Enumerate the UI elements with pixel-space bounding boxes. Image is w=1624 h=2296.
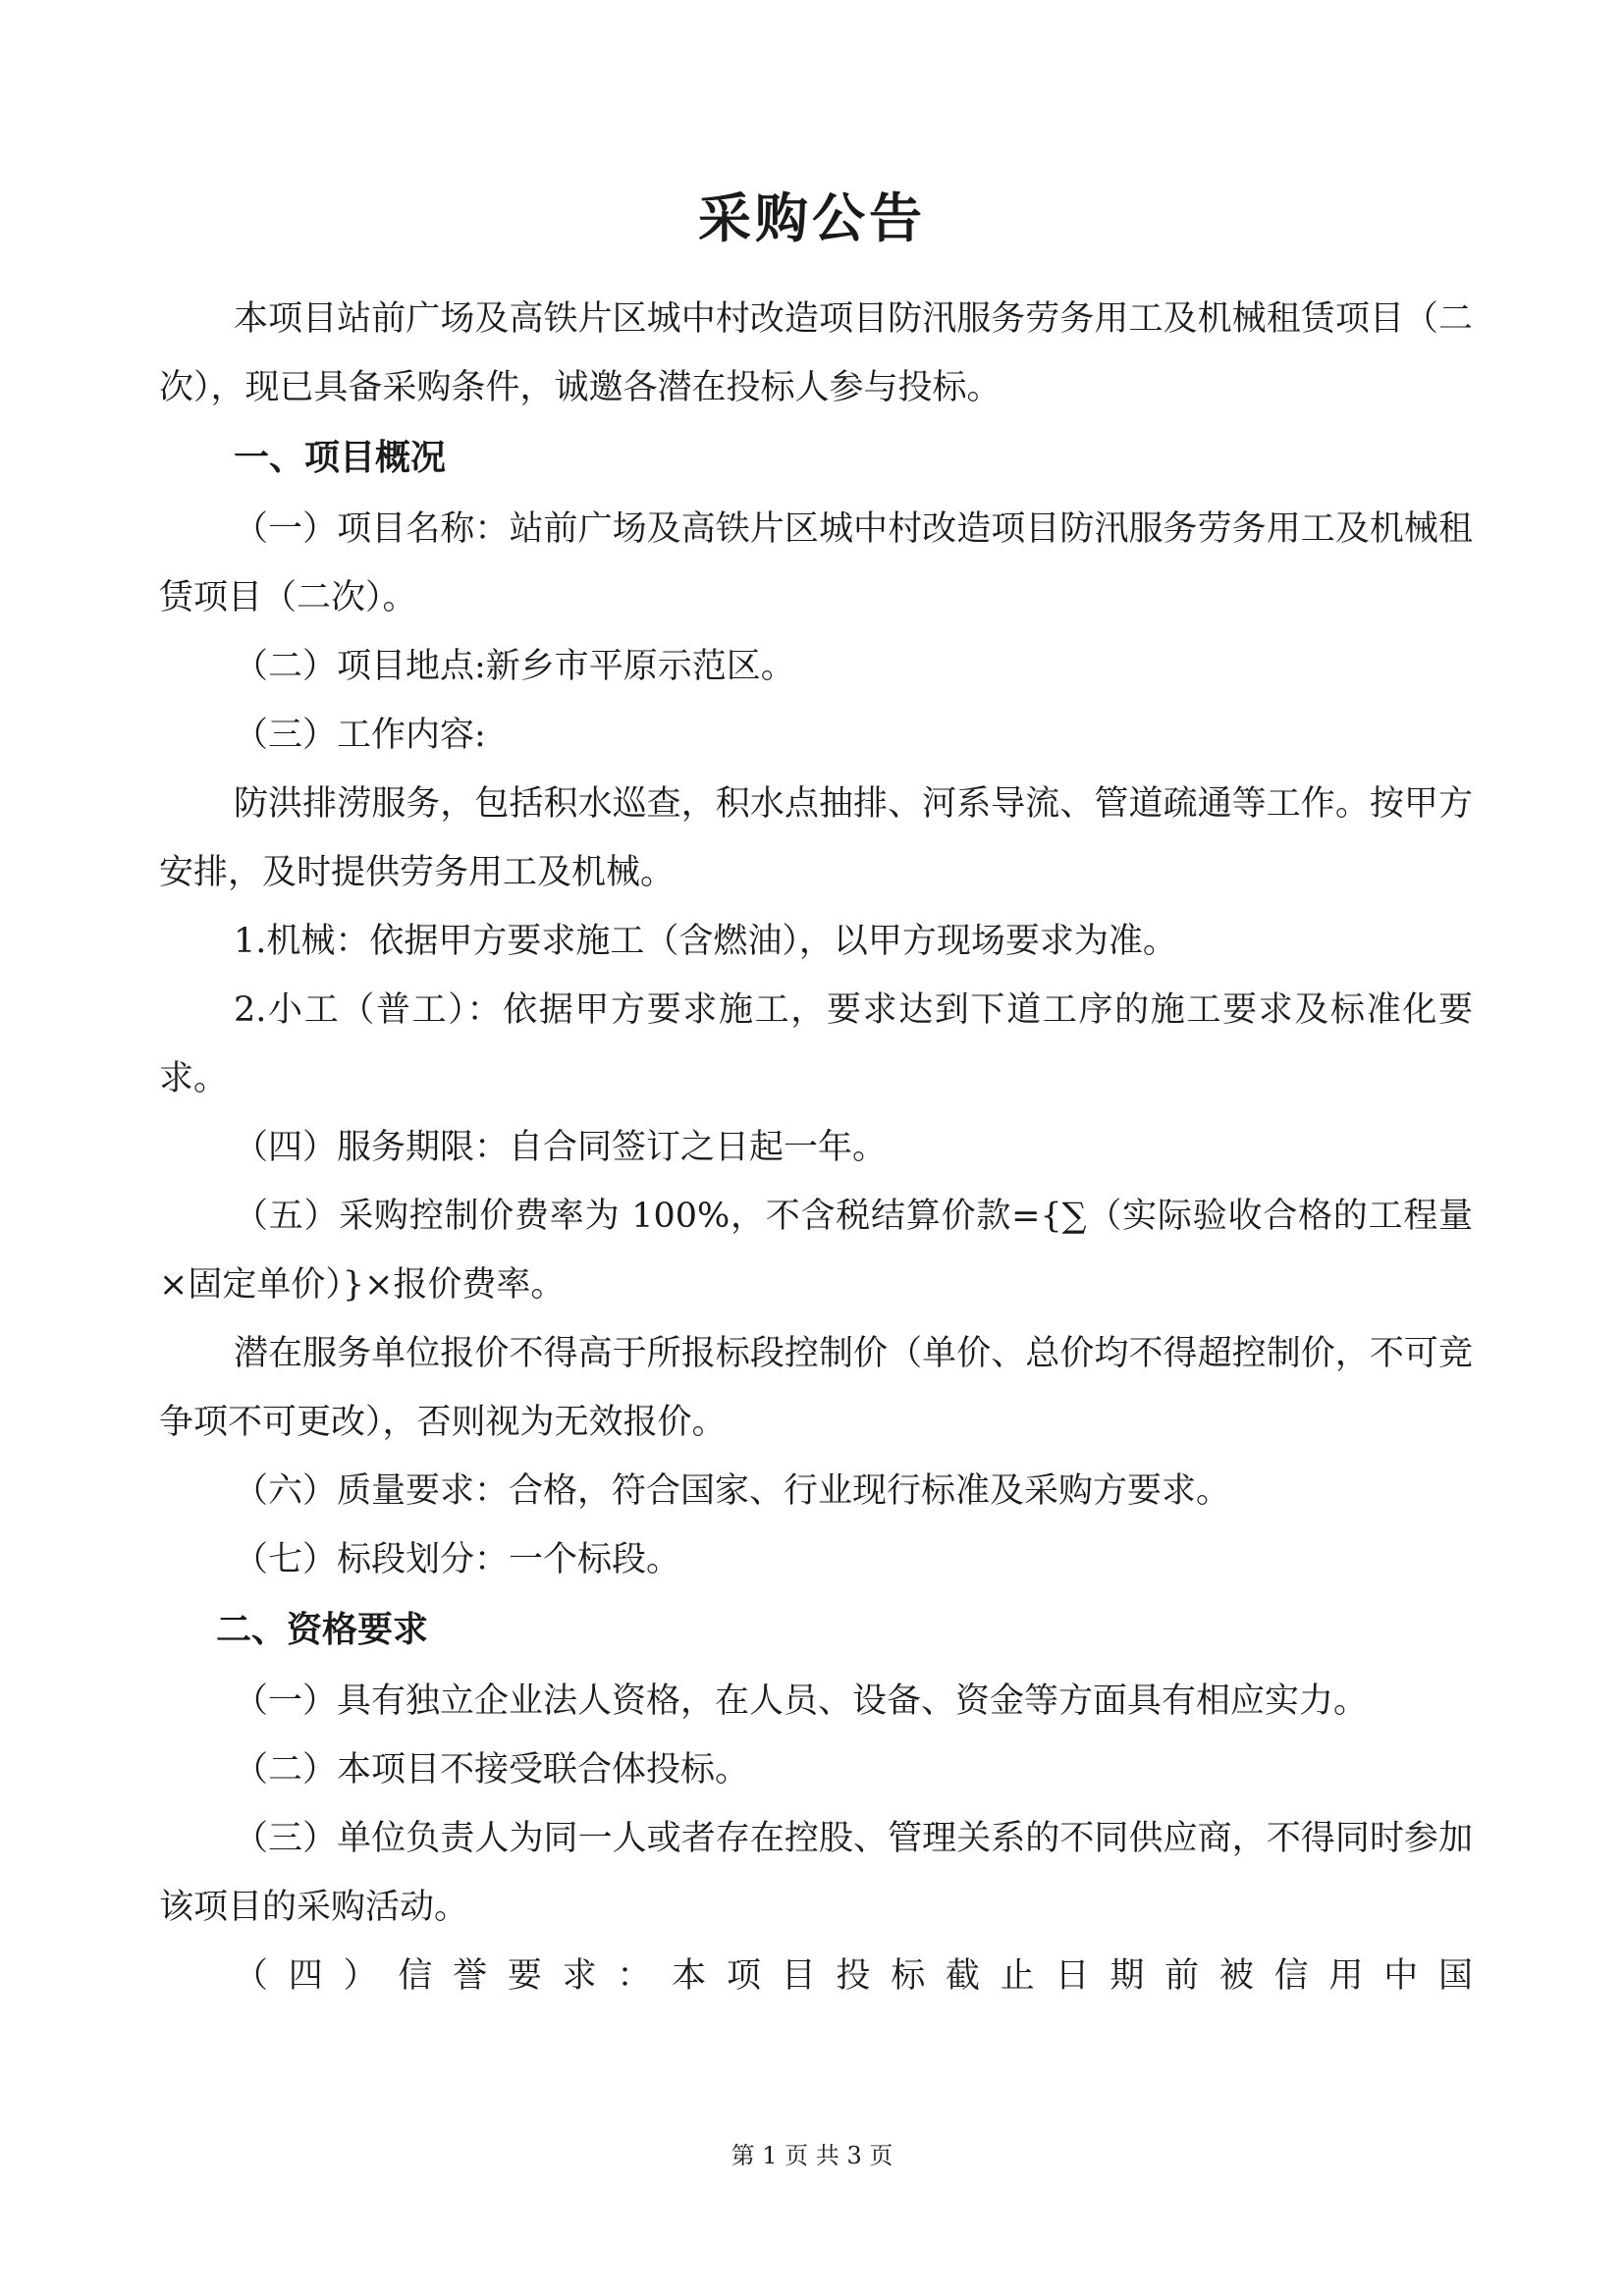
service-term-paragraph: （四）服务期限：自合同签订之日起一年。 — [234, 1128, 888, 1167]
requirement-4: （四）信誉要求：本项目投标截止日期前被信用中国 — [234, 1956, 1473, 1996]
price-note-paragraph: 潜在服务单位报价不得高于所报标段控制价（单价、总价均不得超控制价，不可竞争项不可更改），否则视为无效报价。 — [159, 1334, 1473, 1442]
section-heading-overview: 一、项目概况 — [234, 438, 447, 478]
intro-paragraph: 本项目站前广场及高铁片区城中村改造项目防汛服务劳务用工及机械租赁项目（二次），现已具备采购条件，诚邀各潜在投标人参与投标。 — [159, 299, 1473, 407]
requirement-1: （一）具有独立企业法人资格，在人员、设备、资金等方面具有相应实力。 — [234, 1682, 1369, 1721]
labor-item: 2.小工（普工）：依据甲方要求施工，要求达到下道工序的施工要求及标准化要求。 — [159, 990, 1473, 1098]
document-body — [159, 285, 1473, 2010]
machinery-item: 1.机械：依据甲方要求施工（含燃油），以甲方现场要求为准。 — [234, 922, 1177, 961]
section-heading-qualification: 二、资格要求 — [216, 1610, 429, 1650]
work-content-paragraph: 防洪排涝服务，包括积水巡查，积水点抽排、河系导流、管道疏通等工作。按甲方安排，及时提供劳务用工及机械。 — [159, 784, 1473, 892]
project-location-paragraph: （二）项目地点:新乡市平原示范区。 — [234, 647, 795, 686]
work-content-label: （三）工作内容: — [234, 716, 486, 755]
project-name-paragraph: （一）项目名称：站前广场及高铁片区城中村改造项目防汛服务劳务用工及机械租赁项目（二次）。 — [159, 509, 1473, 617]
price-rate-paragraph: （五）采购控制价费率为 100%，不含税结算价款={∑（实际验收合格的工程量×固定单价）}×报价费率。 — [159, 1197, 1473, 1305]
quality-paragraph: （六）质量要求：合格，符合国家、行业现行标准及采购方要求。 — [234, 1471, 1231, 1511]
requirement-2: （二）本项目不接受联合体投标。 — [234, 1750, 750, 1789]
requirement-3: （三）单位负责人为同一人或者存在控股、管理关系的不同供应商，不得同时参加该项目的采购活动。 — [159, 1819, 1473, 1927]
page-footer: 第 1 页 共 3 页 — [731, 2142, 893, 2169]
lots-paragraph: （七）标段划分：一个标段。 — [234, 1540, 681, 1579]
document-title: 采购公告 — [698, 187, 926, 249]
